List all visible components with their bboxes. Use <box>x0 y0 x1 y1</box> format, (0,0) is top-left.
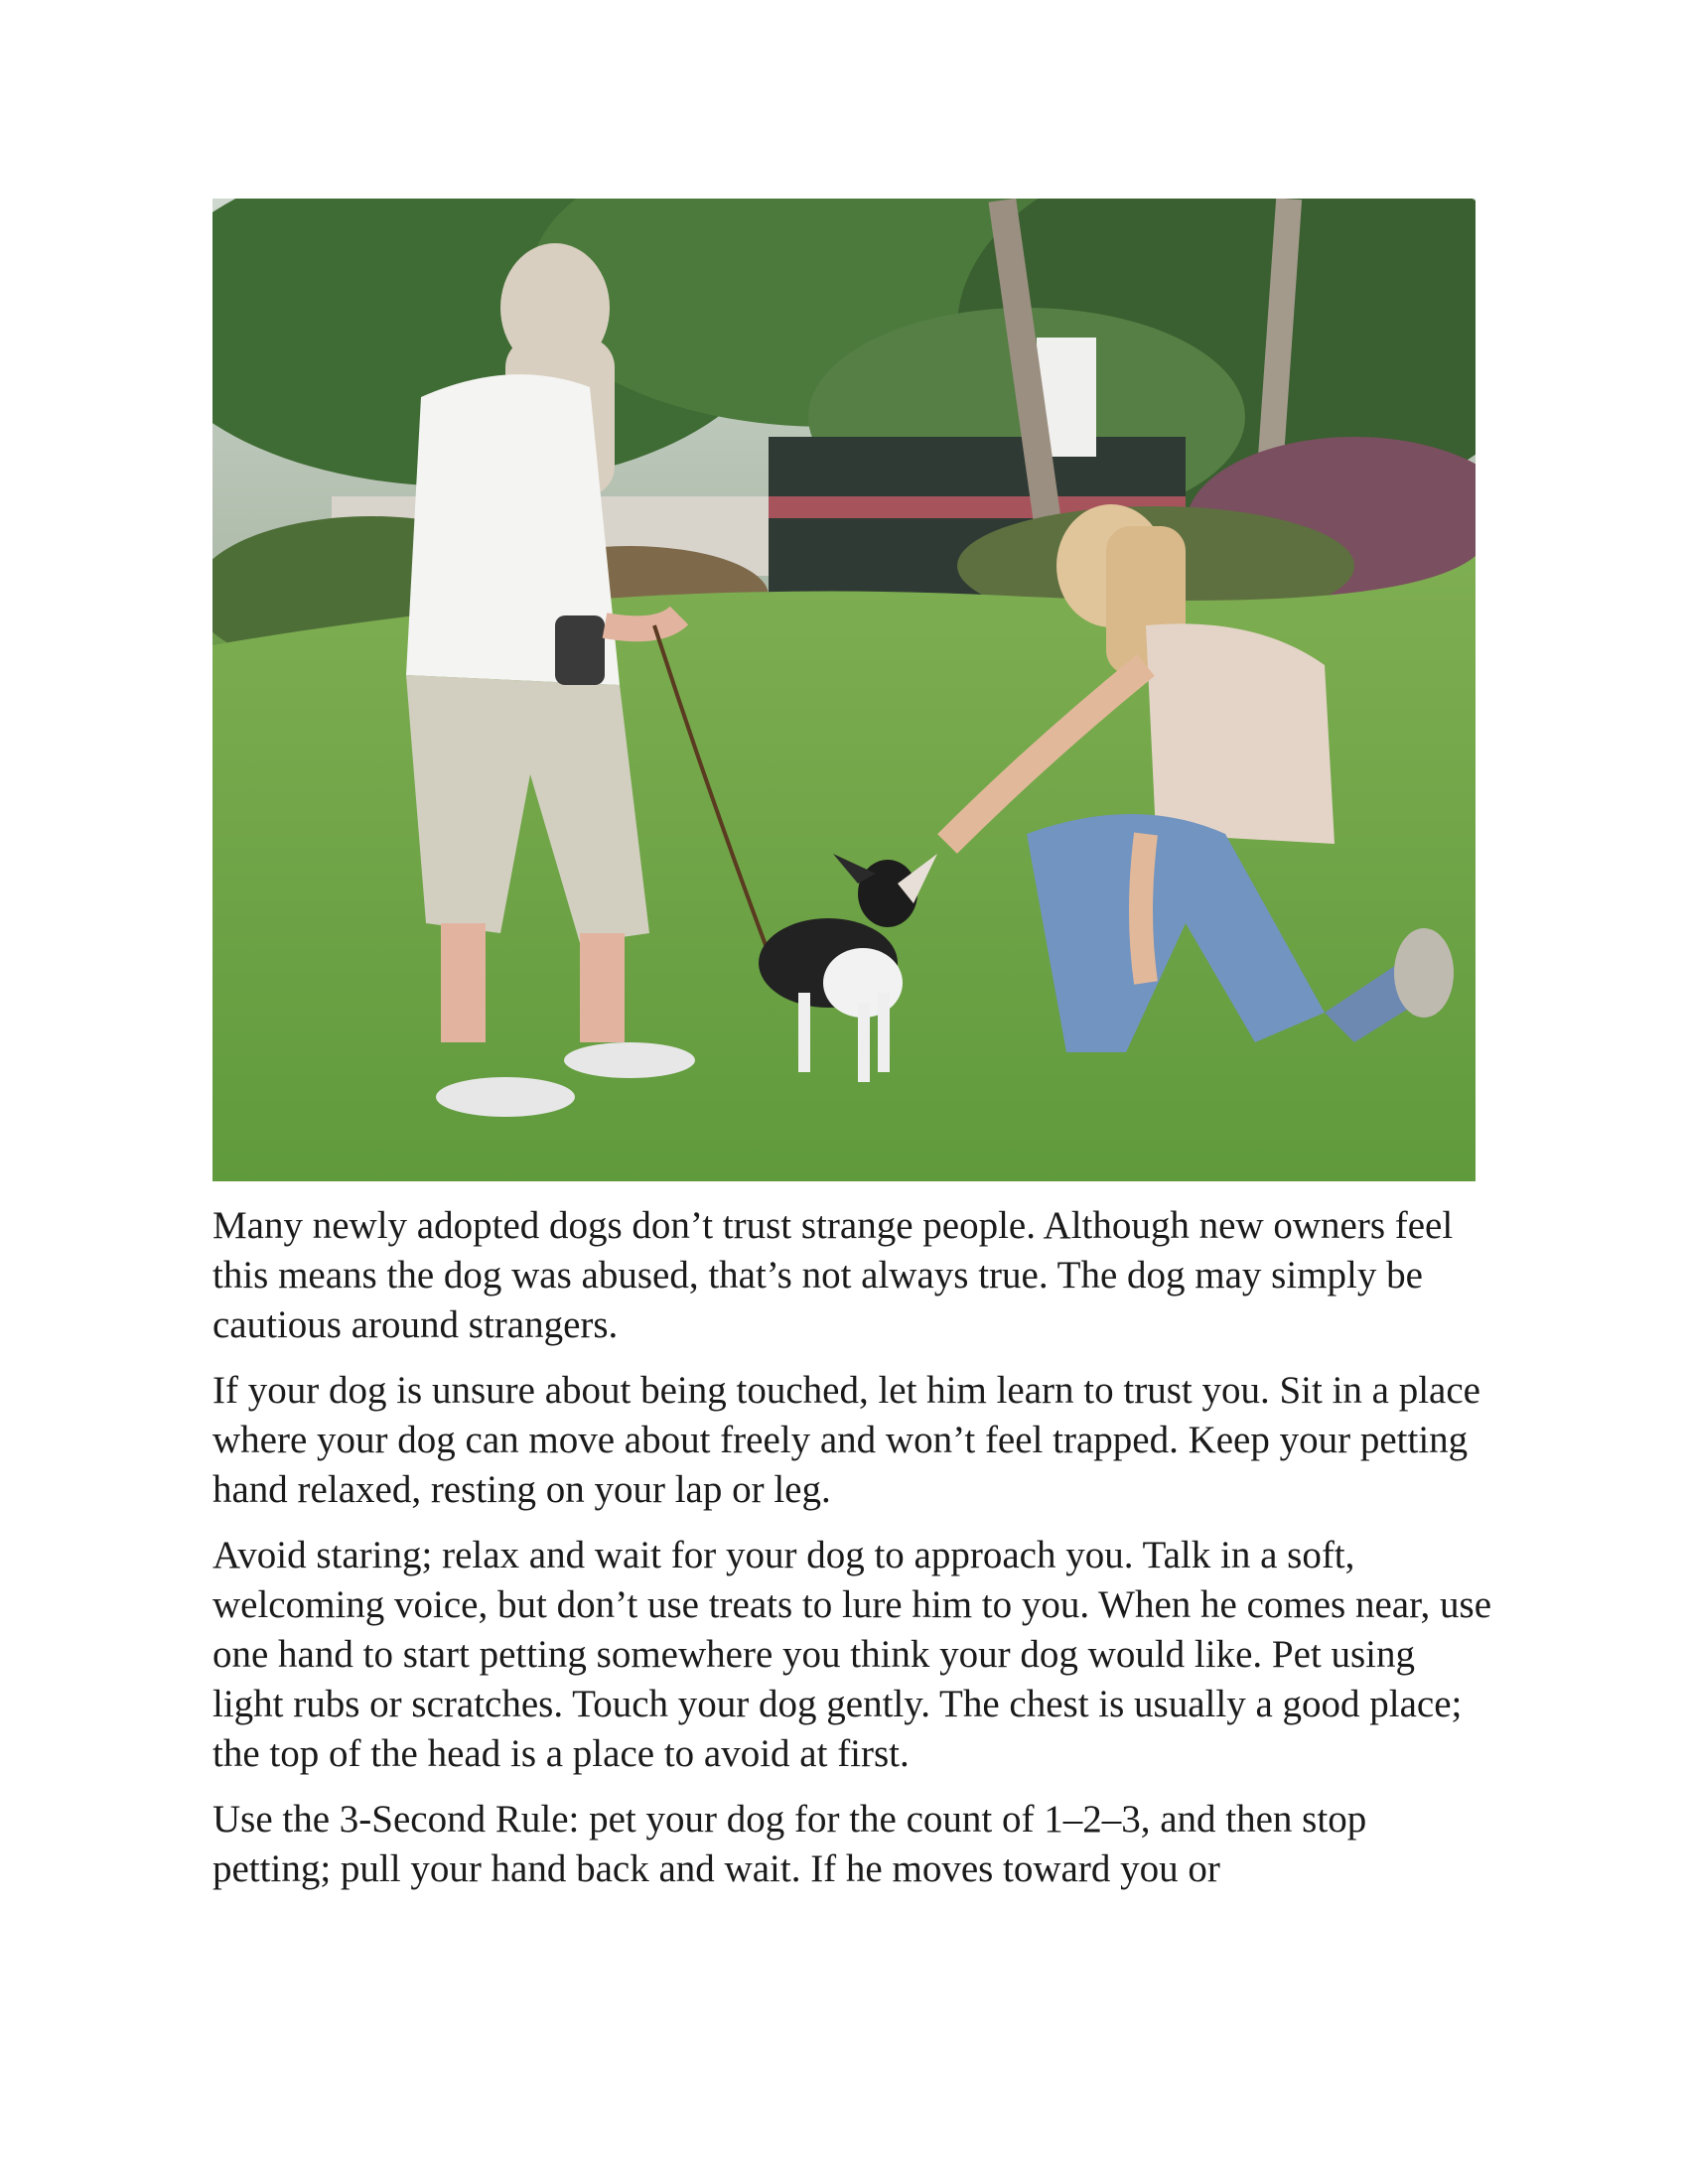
article-body <box>212 1201 1493 1910</box>
paragraph: Many newly adopted dogs don’t trust strange people. Although new owners feel this means the dog was abused, that’s not always true. The dog may simply be cautious around strangers. <box>212 1204 1454 1346</box>
paragraph: If your dog is unsure about being touched, let him learn to trust you. Sit in a place where your dog can move about freely and won’t feel trapped. Keep your petting hand relaxed, resting on your lap or leg. <box>212 1369 1480 1511</box>
paragraph: Use the 3-Second Rule: pet your dog for the count of 1–2–3, and then stop petting; pull your hand back and wait. If he moves toward you or <box>212 1798 1367 1890</box>
paragraph: Avoid staring; relax and wait for your dog to approach you. Talk in a soft, welcoming voice, but don’t use treats to lure him to you. When he comes near, use one hand to start petting somewhere you think your dog would like. Pet using light rubs or scratches. Touch your dog gently. The chest is usually a good place; the top of the head is a place to avoid at first. <box>212 1534 1492 1775</box>
dog-petting-photo <box>212 199 1476 1181</box>
photo-illustration <box>212 199 1476 1181</box>
